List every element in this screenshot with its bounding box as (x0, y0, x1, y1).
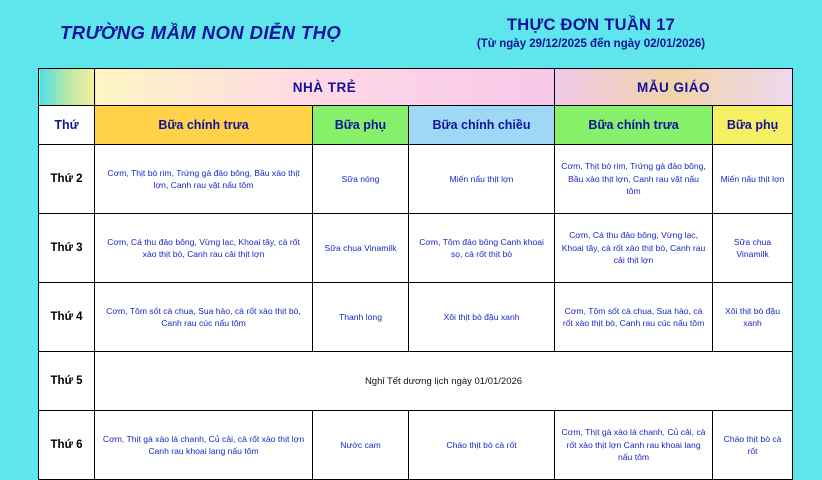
cell-mg-lunch: Cơm, Tôm sốt cà chua, Sua hào, cà rốt xào thịt bò, Canh rau cúc nấu tôm (555, 283, 713, 352)
column-header-row (39, 106, 793, 145)
school-name: TRƯỜNG MẦM NON DIỄN THỌ (60, 22, 342, 43)
column-header-mg-snack: Bữa phụ (713, 106, 793, 145)
column-header-nt-lunch: Bữa chính trưa (95, 106, 313, 145)
cell-nt-lunch: Cơm, Cá thu đảo bông, Vừng lạc, Khoai tây, cà rốt xào thịt bò, Canh rau cải thịt lợn (95, 214, 313, 283)
cell-nt-snack: Sữa chua Vinamilk (313, 214, 409, 283)
cell-mg-lunch: Cơm, Thịt gà xào lá chanh, Củ cải, cà rốt xào thịt lợn Canh rau khoai lang nấu tôm (555, 411, 713, 480)
row-day: Thứ 5 (39, 352, 95, 411)
cell-nt-dinner: Cơm, Tôm đảo bông Canh khoai sọ, cá rốt thịt bò (409, 214, 555, 283)
group-header-row (39, 69, 793, 106)
table-row (39, 214, 793, 283)
cell-nt-snack: Sữa nóng (313, 145, 409, 214)
menu-table (38, 68, 793, 480)
group-header-mau-giao: MẪU GIÁO (555, 69, 793, 106)
cell-nt-snack: Nước cam (313, 411, 409, 480)
cell-nt-dinner: Xôi thịt bò đậu xanh (409, 283, 555, 352)
group-header-blank (39, 69, 95, 106)
group-header-nha-tre: NHÀ TRẺ (95, 69, 555, 106)
cell-mg-lunch: Cơm, Thịt bò rim, Trứng gà đảo bông, Bầu xào thịt lợn, Canh rau vặt nấu tôm (555, 145, 713, 214)
cell-mg-snack: Cháo thịt bò cà rốt (713, 411, 793, 480)
menu-table-wrapper (38, 68, 792, 480)
cell-nt-snack: Thanh long (313, 283, 409, 352)
cell-mg-lunch: Cơm, Cá thu đảo bông, Vừng lạc, Khoai tây, cà rốt xào thịt bò, Canh rau cải thịt lợn (555, 214, 713, 283)
cell-nt-dinner: Miến nấu thịt lợn (409, 145, 555, 214)
table-row (39, 283, 793, 352)
row-day: Thứ 6 (39, 411, 95, 480)
page-header (0, 0, 822, 56)
column-header-nt-dinner: Bữa chính chiều (409, 106, 555, 145)
title-block (420, 16, 792, 50)
row-day: Thứ 3 (39, 214, 95, 283)
column-header-mg-lunch: Bữa chính trưa (555, 106, 713, 145)
row-day: Thứ 2 (39, 145, 95, 214)
column-header-thu: Thứ (39, 106, 95, 145)
cell-mg-snack: Xôi thịt bò đậu xanh (713, 283, 793, 352)
cell-nt-lunch: Cơm, Tôm sốt cà chua, Sua hào, cà rốt xào thịt bò, Canh rau cúc nấu tôm (95, 283, 313, 352)
column-header-nt-snack: Bữa phụ (313, 106, 409, 145)
cell-mg-snack: Miến nấu thịt lợn (713, 145, 793, 214)
cell-nt-dinner: Cháo thịt bò cà rốt (409, 411, 555, 480)
cell-holiday-note: Nghỉ Tết dương lịch ngày 01/01/2026 (95, 352, 793, 411)
table-row (39, 145, 793, 214)
cell-nt-lunch: Cơm, Thịt bò rim, Trứng gà đảo bông, Bầu xào thịt lợn, Canh rau vặt nấu tôm (95, 145, 313, 214)
cell-mg-snack: Sữa chua Vinamilk (713, 214, 793, 283)
table-row (39, 411, 793, 480)
cell-nt-lunch: Cơm, Thịt gà xào lá chanh, Củ cải, cà rốt xào thịt lợn Canh rau khoai lang nấu tôm (95, 411, 313, 480)
page-title: THỰC ĐƠN TUẦN 17 (506, 16, 676, 34)
row-day: Thứ 4 (39, 283, 95, 352)
table-row-holiday (39, 352, 793, 411)
menu-date-range: (Từ ngày 29/12/2025 đến ngày 02/01/2026) (476, 38, 706, 50)
